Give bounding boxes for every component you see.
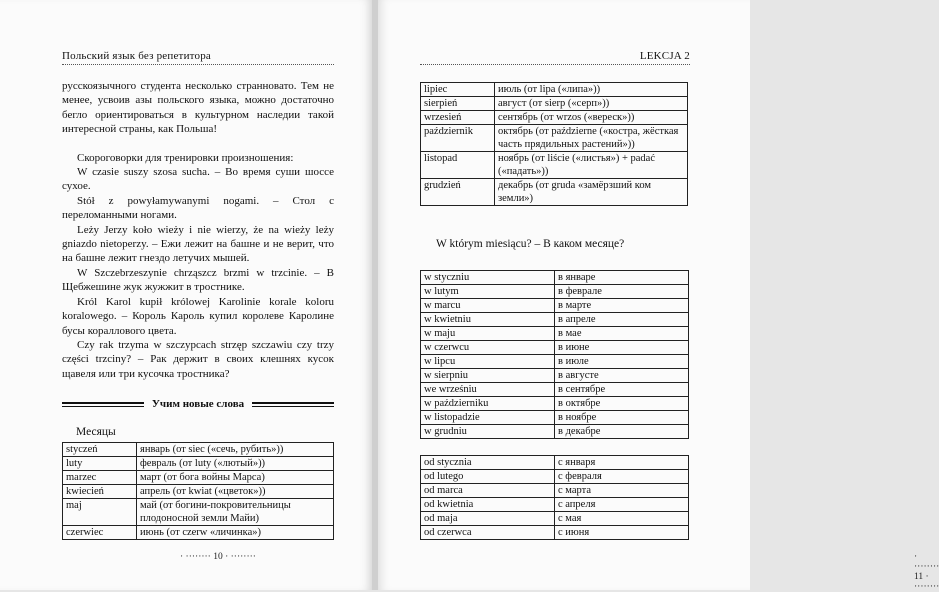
polish-cell: listopad xyxy=(421,152,495,179)
month-row xyxy=(421,125,688,152)
page-number-right: · ········ 11 · ········ xyxy=(914,552,939,592)
since-month-row xyxy=(421,498,689,512)
page-number-left: · ········ 10 · ········ xyxy=(180,552,256,562)
russian-cell: июнь (от czerw «личинка») xyxy=(137,526,334,540)
in-month-row xyxy=(421,425,689,439)
heading-rule-left xyxy=(62,402,144,407)
russian-cell: в июле xyxy=(555,355,689,369)
polish-cell: luty xyxy=(63,457,137,471)
polish-cell: w styczniu xyxy=(421,271,555,285)
month-row xyxy=(421,97,688,111)
body-paragraph: русскоязычного студента несколько странновато. Тем не менее, усвоив азы польского языка, можно достаточно бегло ориентироваться в культурном наследии такой интересной страны, как Польша! xyxy=(62,80,334,136)
month-row xyxy=(63,499,334,526)
in-month-row xyxy=(421,411,689,425)
months-sub-heading: Месяцы xyxy=(76,426,116,438)
since-month-row xyxy=(421,484,689,498)
month-row xyxy=(63,471,334,485)
running-head-rule-left xyxy=(62,64,334,65)
russian-cell: в мае xyxy=(555,327,689,341)
heading-rule-right xyxy=(252,402,334,407)
in-month-row xyxy=(421,397,689,411)
polish-cell: marzec xyxy=(63,471,137,485)
since-month-row xyxy=(421,456,689,470)
russian-cell: с апреля xyxy=(555,498,689,512)
month-row xyxy=(63,526,334,540)
section-heading xyxy=(62,398,334,410)
russian-cell: с марта xyxy=(555,484,689,498)
in-month-row xyxy=(421,313,689,327)
polish-cell: w maju xyxy=(421,327,555,341)
polish-cell: od marca xyxy=(421,484,555,498)
in-month-row xyxy=(421,299,689,313)
russian-cell: апрель (от kwiat («цветок»)) xyxy=(137,485,334,499)
running-head-rule-right xyxy=(420,64,690,65)
russian-cell: в ноябре xyxy=(555,411,689,425)
running-head-right: LEKCJA 2 xyxy=(639,50,690,62)
polish-cell: w marcu xyxy=(421,299,555,313)
russian-cell: март (от бога войны Марса) xyxy=(137,471,334,485)
body-paragraph: Скороговорки для тренировки произношения: xyxy=(77,151,294,164)
body-paragraph: W Szczebrzeszynie chrząszcz brzmi w trzcinie. – В Щебжешине жук жужжит в тростнике. xyxy=(62,266,334,294)
russian-cell: с июня xyxy=(555,526,689,540)
in-month-row xyxy=(421,369,689,383)
russian-cell: май (от богини-покровительницы плодоносной земли Майи) xyxy=(137,499,334,526)
months-table-right xyxy=(420,82,688,206)
since-month-row xyxy=(421,512,689,526)
polish-cell: wrzesień xyxy=(421,111,495,125)
polish-cell: w czerwcu xyxy=(421,341,555,355)
russian-cell: июль (от lipa («липа»)) xyxy=(495,83,688,97)
polish-cell: od maja xyxy=(421,512,555,526)
month-row xyxy=(421,83,688,97)
left-page xyxy=(0,0,372,590)
russian-cell: в октябре xyxy=(555,397,689,411)
polish-cell: kwiecień xyxy=(63,485,137,499)
polish-cell: maj xyxy=(63,499,137,526)
polish-cell: styczeń xyxy=(63,443,137,457)
polish-cell: grudzień xyxy=(421,179,495,206)
polish-cell: sierpień xyxy=(421,97,495,111)
russian-cell: январь (от siec («сечь, рубить»)) xyxy=(137,443,334,457)
in-month-row xyxy=(421,285,689,299)
in-month-row xyxy=(421,271,689,285)
russian-cell: с января xyxy=(555,456,689,470)
polish-cell: lipiec xyxy=(421,83,495,97)
polish-cell: październik xyxy=(421,125,495,152)
month-row xyxy=(421,111,688,125)
russian-cell: октябрь (от październe («костра, жёсткая часть прядильных растений»)) xyxy=(495,125,688,152)
polish-cell: w sierpniu xyxy=(421,369,555,383)
months-table-left xyxy=(62,442,334,540)
in-month-row xyxy=(421,355,689,369)
russian-cell: февраль (от luty («лютый»)) xyxy=(137,457,334,471)
russian-cell: в июне xyxy=(555,341,689,355)
paragraph-gap xyxy=(62,137,334,151)
russian-cell: в марте xyxy=(555,299,689,313)
russian-cell: с мая xyxy=(555,512,689,526)
polish-cell: w lipcu xyxy=(421,355,555,369)
polish-cell: czerwiec xyxy=(63,526,137,540)
polish-cell: w kwietniu xyxy=(421,313,555,327)
russian-cell: в августе xyxy=(555,369,689,383)
running-head-left: Польский язык без репетитора xyxy=(62,50,211,62)
in-month-row xyxy=(421,383,689,397)
polish-cell: od stycznia xyxy=(421,456,555,470)
russian-cell: с февраля xyxy=(555,470,689,484)
polish-cell: w listopadzie xyxy=(421,411,555,425)
body-paragraph: W czasie suszy szosa sucha. – Во время суши шоссе сухое. xyxy=(62,166,334,193)
polish-cell: we wrześniu xyxy=(421,383,555,397)
section-heading-text: Учим новые слова xyxy=(151,398,245,410)
polish-cell: w grudniu xyxy=(421,425,555,439)
month-row xyxy=(421,152,688,179)
russian-cell: сентябрь (от wrzos («вереск»)) xyxy=(495,111,688,125)
body-paragraph: Czy rak trzyma w szczypcach strzęp szczawiu czy trzy części trzciny? – Рак держит в своих клешнях кусок щавеля или три кусочка тростника? xyxy=(62,338,334,380)
since-month-row xyxy=(421,470,689,484)
since-month-table xyxy=(420,455,689,540)
body-paragraph: Leży Jerzy koło wieży i nie wierzy, że na wieży leży gniazdo nietoperzy. – Ежи лежит на башне и не верит, что на башне лежит гнездо летучих мышей. xyxy=(62,223,334,265)
polish-cell: od lutego xyxy=(421,470,555,484)
russian-cell: в январе xyxy=(555,271,689,285)
russian-cell: декабрь (от gruda «замёрзший ком земли») xyxy=(495,179,688,206)
polish-cell: od kwietnia xyxy=(421,498,555,512)
in-month-table xyxy=(420,270,689,439)
month-row xyxy=(421,179,688,206)
russian-cell: август (от sierp («серп»)) xyxy=(495,97,688,111)
russian-cell: ноябрь (от liście («листья») + padać («падать»)) xyxy=(495,152,688,179)
polish-cell: w październiku xyxy=(421,397,555,411)
in-month-row xyxy=(421,327,689,341)
question-line: W którym miesiącu? – В каком месяце? xyxy=(436,238,625,250)
body-paragraph: Król Karol kupił królowej Karolinie korale koloru koralowego. – Король Кароль купил королеве Каролине бусы кораллового цвета. xyxy=(62,295,334,337)
left-body-text xyxy=(62,79,334,381)
russian-cell: в сентябре xyxy=(555,383,689,397)
month-row xyxy=(63,457,334,471)
russian-cell: в декабре xyxy=(555,425,689,439)
russian-cell: в апреле xyxy=(555,313,689,327)
month-row xyxy=(63,485,334,499)
russian-cell: в феврале xyxy=(555,285,689,299)
since-month-row xyxy=(421,526,689,540)
polish-cell: w lutym xyxy=(421,285,555,299)
month-row xyxy=(63,443,334,457)
body-paragraph: Stół z powyłamywanymi nogami. – Стол с переломанными ногами. xyxy=(62,194,334,222)
in-month-row xyxy=(421,341,689,355)
polish-cell: od czerwca xyxy=(421,526,555,540)
